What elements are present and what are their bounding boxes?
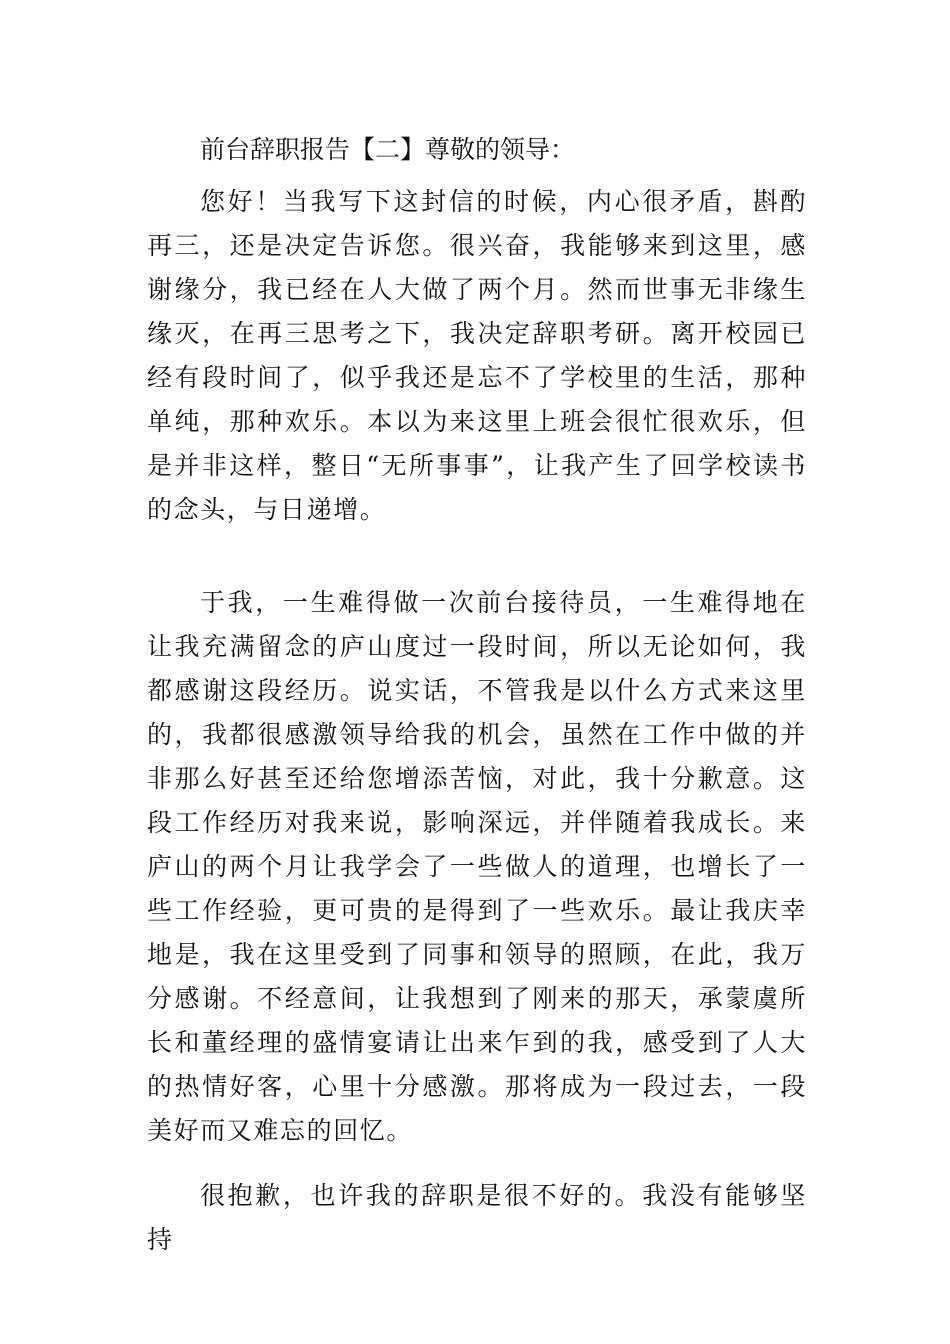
paragraph-2: 于我，一生难得做一次前台接待员，一生难得地在让我充满留念的庐山度过一段时间，所以无论如何，我都感谢这段经历。说实话，不管我是以什么方式来这里的，我都很感激领导给我的机会，虽然在工作中做的并非那么好甚至还给您增添苦恼，对此，我十分歉意。这段工作经历对我来说，影响深远，并伴随着我成长。来庐山的两个月让我学会了一些做人的道理，也增长了一些工作经验，更可贵的是得到了一些欢乐。最让我庆幸地是，我在这里受到了同事和领导的照顾，在此，我万分感谢。不经意间，让我想到了刚来的那天，承蒙虞所长和董经理的盛情宴请让出来乍到的我，感受到了人大的热情好客，心里十分感激。那将成为一段过去，一段美好而又难忘的回忆。 xyxy=(147,588,807,1145)
paragraph-3: 很抱歉，也许我的辞职是很不好的。我没有能够坚持 xyxy=(147,1181,807,1254)
document-heading: 前台辞职报告【二】尊敬的领导： xyxy=(200,135,576,164)
paragraph-1: 您好！当我写下这封信的时候，内心很矛盾，斟酌再三，还是决定告诉您。很兴奋，我能够来到这里，感谢缘分，我已经在人大做了两个月。然而世事无非缘生缘灭，在再三思考之下，我决定辞职考研。离开校园已经有段时间了，似乎我还是忘不了学校里的生活，那种单纯，那种欢乐。本以为来这里上班会很忙很欢乐，但是并非这样，整日“无所事事”，让我产生了回学校读书的念头，与日递增。 xyxy=(147,187,807,524)
